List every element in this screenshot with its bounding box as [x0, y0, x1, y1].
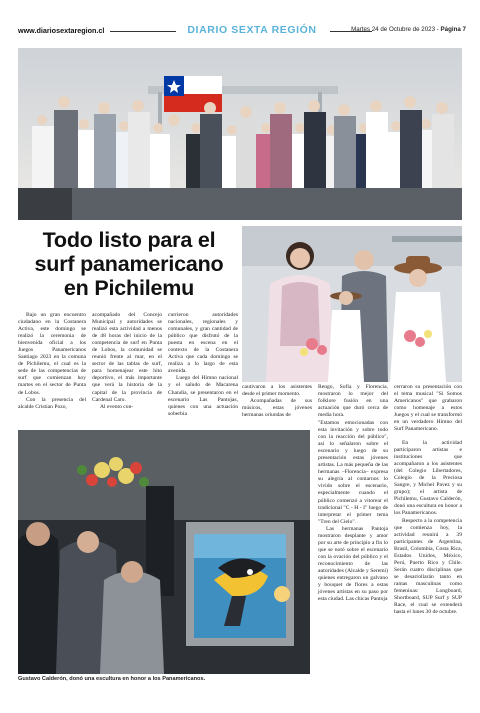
article-column-1	[18, 312, 86, 411]
page-number: Página 7	[440, 26, 466, 33]
article-column-2	[92, 312, 162, 411]
paragraph: Con la presencia del alcalde Cristian Pozo,	[18, 396, 86, 410]
date-and-page	[351, 26, 466, 33]
date-separator: -	[435, 26, 441, 33]
article-column-3	[168, 312, 238, 418]
article-column-6	[394, 440, 462, 616]
paragraph: currieron autoridades nacionales, regionales y comunales, y gran cantidad de público que disfrutó de la puesta en escena en el contexto de la Costanera Activa que cada domingo se realiza a lo largo de esta avenida.	[168, 312, 238, 375]
article-strip-2	[318, 384, 388, 419]
paragraph: cerraron su presentación con el tema musical "Si Somos Americanos" que grabaron como homenaje a estos Juegos y el cual se transformó en un verdadero Himno del Surf Panamericano.	[394, 384, 462, 433]
paragraph: Luego del Himno nacional y el saludo de Macarena Chandía, se presentaron en el escenario Las Pantojas, quienes con una actuación soberbia	[168, 375, 238, 417]
article-strip-1	[242, 384, 312, 419]
paragraph: Al evento con-	[100, 403, 134, 410]
presenters-photo	[242, 226, 462, 382]
page-header	[18, 26, 466, 40]
paragraph: Rengo, Sofía y Florencia, mostraron lo mejor del folklore fusión en una actuación que duró cerca de media hora.	[318, 384, 388, 419]
header-rule-left	[110, 31, 176, 32]
issue-date: Martes 24 de Octubre de 2023	[351, 26, 436, 33]
paragraph: cautivaron a los asistentes desde el primer momento.	[242, 384, 312, 398]
headline-line-3: en Pichilemu	[63, 276, 195, 300]
headline-line-1: Todo listo para el	[42, 228, 216, 252]
paragraph: Respecto a la competencia que comienza hoy, la actividad reunirá a 39 participantes de Argentina, Brasil, Colombia, Costa Rica, Estados Unidos, México, Perú, Puerto Rico y Chile. Serán cuatro disciplinas que se desarrollarán tanto en ramas masculinas como femeninas: Longboard, Shortboard, SUP Surf y SUP Race, el cual se extenderá hasta el lunes 30 de octubre.	[394, 517, 462, 616]
site-url[interactable]: www.diariosextaregion.cl	[18, 26, 105, 35]
article-column-5	[318, 420, 388, 603]
headline-line-2: surf panamericano	[34, 252, 224, 276]
paragraph: En la actividad participaron artistas e instituciones que acompañaron a los asistentes (del Colegio Libertadores, Colegio de la Preciosa Sangre, y Michel Pavez y su grupo); el artista de Pichilemu, Gustavo Calderón, donó una escultura en honor a los Panamericanos.	[394, 440, 462, 517]
paragraph: "Estamos emocionadas con esta invitación y sobre todo con la reacción del público", así lo señalaron sobre el escenario y luego de su presentación estas jóvenes artistas. La más pequeña de las hermanas –Florencia– expresa su alegría al contarnos lo vivido sobre el escenario, especialmente cuando el público comenzó a vitorear el tradicional "C - H - I" luego de interpretar el primer tema "Tren del Cielo".	[318, 420, 388, 525]
group-photo	[18, 48, 462, 220]
newspaper-name: DIARIO SEXTA REGIÓN	[187, 24, 317, 36]
paragraph: Bajo un gran encuentro ciudadano en la Costanera Activa, este domingo se realizó la ceremonia de bienvenida oficial a los Juegos Panamericanos Santiago 2023 en la comuna de Pichilemu, el cual es la sede de las competencias de surf que comienzan hoy martes en el sector de Punta de Lobos.	[18, 312, 86, 396]
sculpture-photo	[18, 430, 310, 674]
paragraph: acompañado del Concejo Municipal y autoridades se realizó esta actividad a menos de 48 horas del inicio de la competencia de surf en Punta de Lobos, la comunidad se reunió frente al mar, en el sector de las tablas de surf, para homenajear este hito deportivo, el más importante que verá la historia de la capital de la provincia de Cardenal Caro.	[92, 312, 162, 403]
photo-caption: Gustavo Calderón, donó una escultura en honor a los Panamericanos.	[18, 676, 206, 682]
paragraph: Las hermanas Pantoja mostraron desplante y amor por su arte de principio a fin lo que se notó sobre el escenario con la ovación del público y el reconocimiento de las autoridades (Alcalde y Seremi) quienes entregaron un galvano y bouquet de flores a estas jóvenes artistas en su paso por esta ciudad. Las chicas Pantoja	[318, 525, 388, 603]
article-strip-3	[394, 384, 462, 433]
paragraph: Acompañadas de sus músicos, estas jóvenes hermanas oriundas de	[242, 398, 312, 419]
article-headline	[18, 228, 240, 300]
